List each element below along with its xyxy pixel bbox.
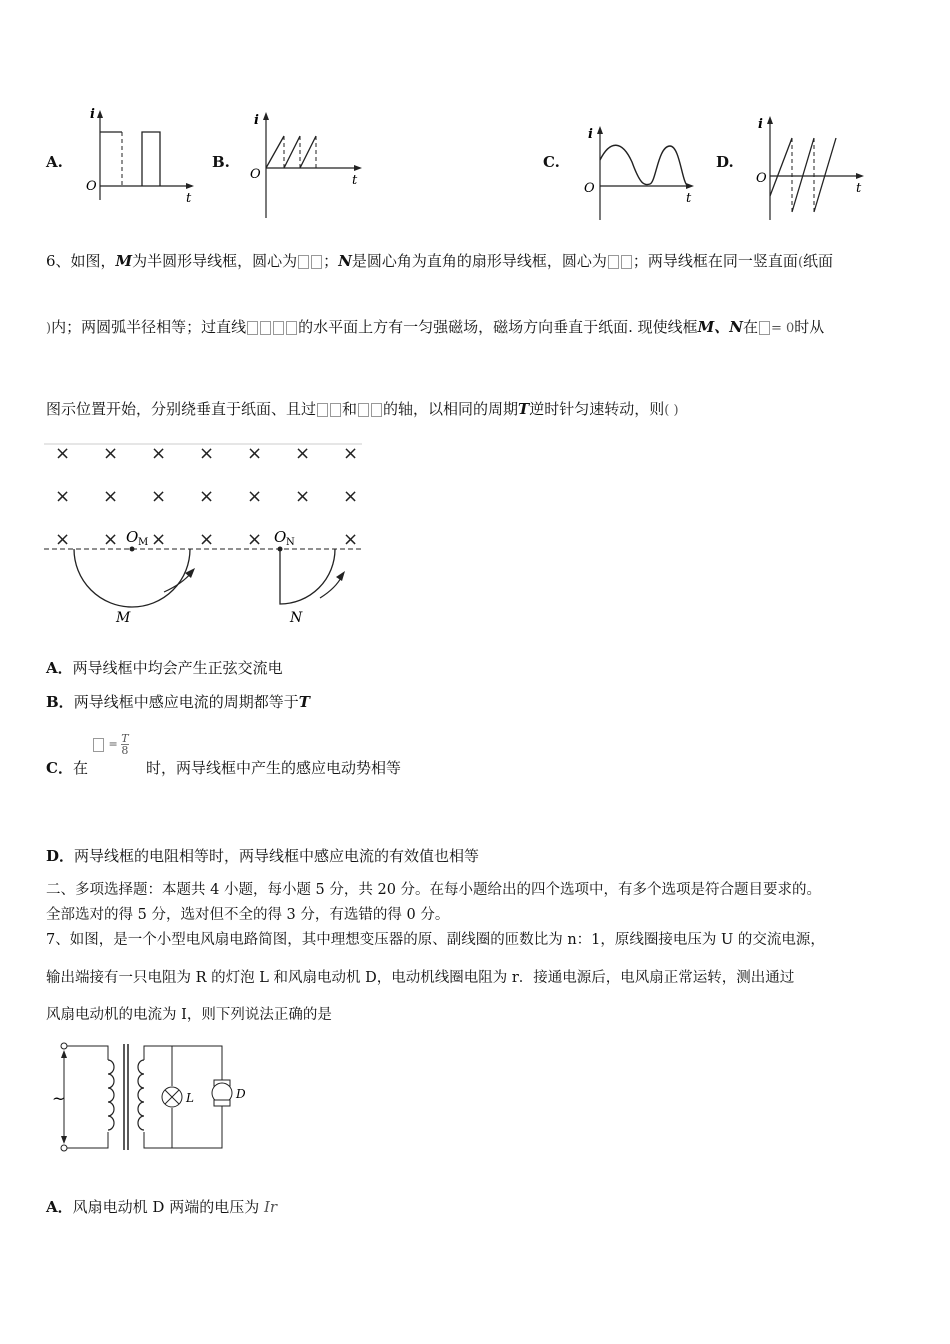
svg-text:×: × xyxy=(199,443,215,464)
q7-option-a: A．风扇电动机 D 两端的电压为 Ir xyxy=(46,1198,278,1216)
q7-circuit-figure xyxy=(48,1040,248,1156)
svg-text:×: × xyxy=(247,529,263,550)
graph-a-i-label: i xyxy=(90,108,95,122)
q6-line-3: 图示位置开始，分别绕垂直于纸面、且过 和 的轴，以相同的周期T逆时针匀速转动，则( ) xyxy=(46,400,679,418)
svg-text:O: O xyxy=(250,167,261,182)
q6-option-d: D．两导线框的电阻相等时，两导线框中感应电流的有效值也相等 xyxy=(46,847,480,865)
graph-a-square-wave xyxy=(84,108,196,208)
svg-text:i: i xyxy=(254,113,259,128)
svg-text:i: i xyxy=(588,127,593,142)
svg-text:×: × xyxy=(151,443,167,464)
svg-text:×: × xyxy=(343,443,359,464)
svg-text:×: × xyxy=(247,486,263,507)
svg-text:t: t xyxy=(686,191,692,206)
q6-option-b: B．两导线框中感应电流的周期都等于T xyxy=(46,693,310,711)
ac-source-symbol: ~ xyxy=(52,1089,66,1108)
svg-text:×: × xyxy=(103,443,119,464)
graph-a-o-label: O xyxy=(86,179,97,194)
svg-text:L: L xyxy=(186,1091,194,1105)
graph-c-sine xyxy=(580,122,696,222)
svg-text:×: × xyxy=(199,529,215,550)
semicircle-M xyxy=(74,549,190,607)
svg-text:t: t xyxy=(352,173,358,188)
field-crosses xyxy=(55,443,358,550)
svg-text:O: O xyxy=(584,181,595,196)
svg-text:×: × xyxy=(343,486,359,507)
graph-b-sawtooth xyxy=(248,108,366,220)
primary-coil xyxy=(108,1060,114,1130)
option-a-label: A. xyxy=(46,153,63,171)
option-d-label: D. xyxy=(716,153,734,171)
svg-text:×: × xyxy=(103,486,119,507)
q7-line-3: 风扇电动机的电流为 I，则下列说法正确的是 xyxy=(46,1007,332,1023)
svg-text:D: D xyxy=(236,1087,246,1101)
svg-text:N: N xyxy=(290,610,303,626)
option-c-label: C. xyxy=(543,153,560,171)
section2-heading-2: 全部选对的得 5 分，选对但不全的得 3 分，有选错的得 0 分。 xyxy=(46,907,450,923)
svg-text:×: × xyxy=(103,529,119,550)
graph-d-sawtooth-bipolar xyxy=(752,112,868,222)
section2-heading-1: 二、多项选择题：本题共 4 小题，每小题 5 分，共 20 分。在每小题给出的四个选项中，有多个选项是符合题目要求的。 xyxy=(46,882,822,898)
svg-text:i: i xyxy=(758,117,763,132)
svg-text:M: M xyxy=(116,610,131,626)
q7-line-2: 输出端接有一只电阻为 R 的灯泡 L 和风扇电动机 D，电动机线圈电阻为 r．接通电源后，电风扇正常运转，测出通过 xyxy=(46,970,795,986)
svg-text:N: N xyxy=(286,537,295,548)
svg-text:O: O xyxy=(756,171,767,186)
q6-line-1: 6、如图，M为半圆形导线框，圆心为 ；N是圆心角为直角的扇形导线框，圆心为 ；两导线框在同一竖直面(纸面 xyxy=(46,252,834,270)
svg-text:×: × xyxy=(295,443,311,464)
svg-text:×: × xyxy=(55,486,71,507)
svg-text:×: × xyxy=(247,443,263,464)
svg-text:t: t xyxy=(856,181,862,196)
svg-text:O: O xyxy=(274,528,287,546)
q6-line-2: )内；两圆弧半径相等；过直线 的水平面上方有一匀强磁场，磁场方向垂直于纸面. 现使线框M、N在 = 0时从 xyxy=(46,318,825,336)
q6-option-c: C．在 时，两导线框中产生的感应电动势相等 xyxy=(46,759,401,777)
svg-text:×: × xyxy=(295,486,311,507)
graph-a-t-label: t xyxy=(186,191,192,206)
q6-magnetic-field-figure xyxy=(44,440,366,630)
sector-N xyxy=(280,549,335,604)
q6-option-c-math: = $\frac{T}{8}$ xyxy=(92,733,129,756)
svg-text:×: × xyxy=(55,443,71,464)
svg-text:×: × xyxy=(151,529,167,550)
svg-text:×: × xyxy=(199,486,215,507)
secondary-coil xyxy=(138,1060,144,1130)
svg-text:O: O xyxy=(126,528,139,546)
svg-text:×: × xyxy=(55,529,71,550)
q6-option-a: A．两导线框中均会产生正弦交流电 xyxy=(46,659,283,677)
svg-text:×: × xyxy=(151,486,167,507)
option-b-label: B. xyxy=(212,153,230,171)
q7-line-1: 7、如图，是一个小型电风扇电路简图，其中理想变压器的原、副线圈的匝数比为 n：1，原线圈接电压为 U 的交流电源， xyxy=(46,932,825,948)
svg-text:×: × xyxy=(343,529,359,550)
svg-text:M: M xyxy=(138,537,149,548)
